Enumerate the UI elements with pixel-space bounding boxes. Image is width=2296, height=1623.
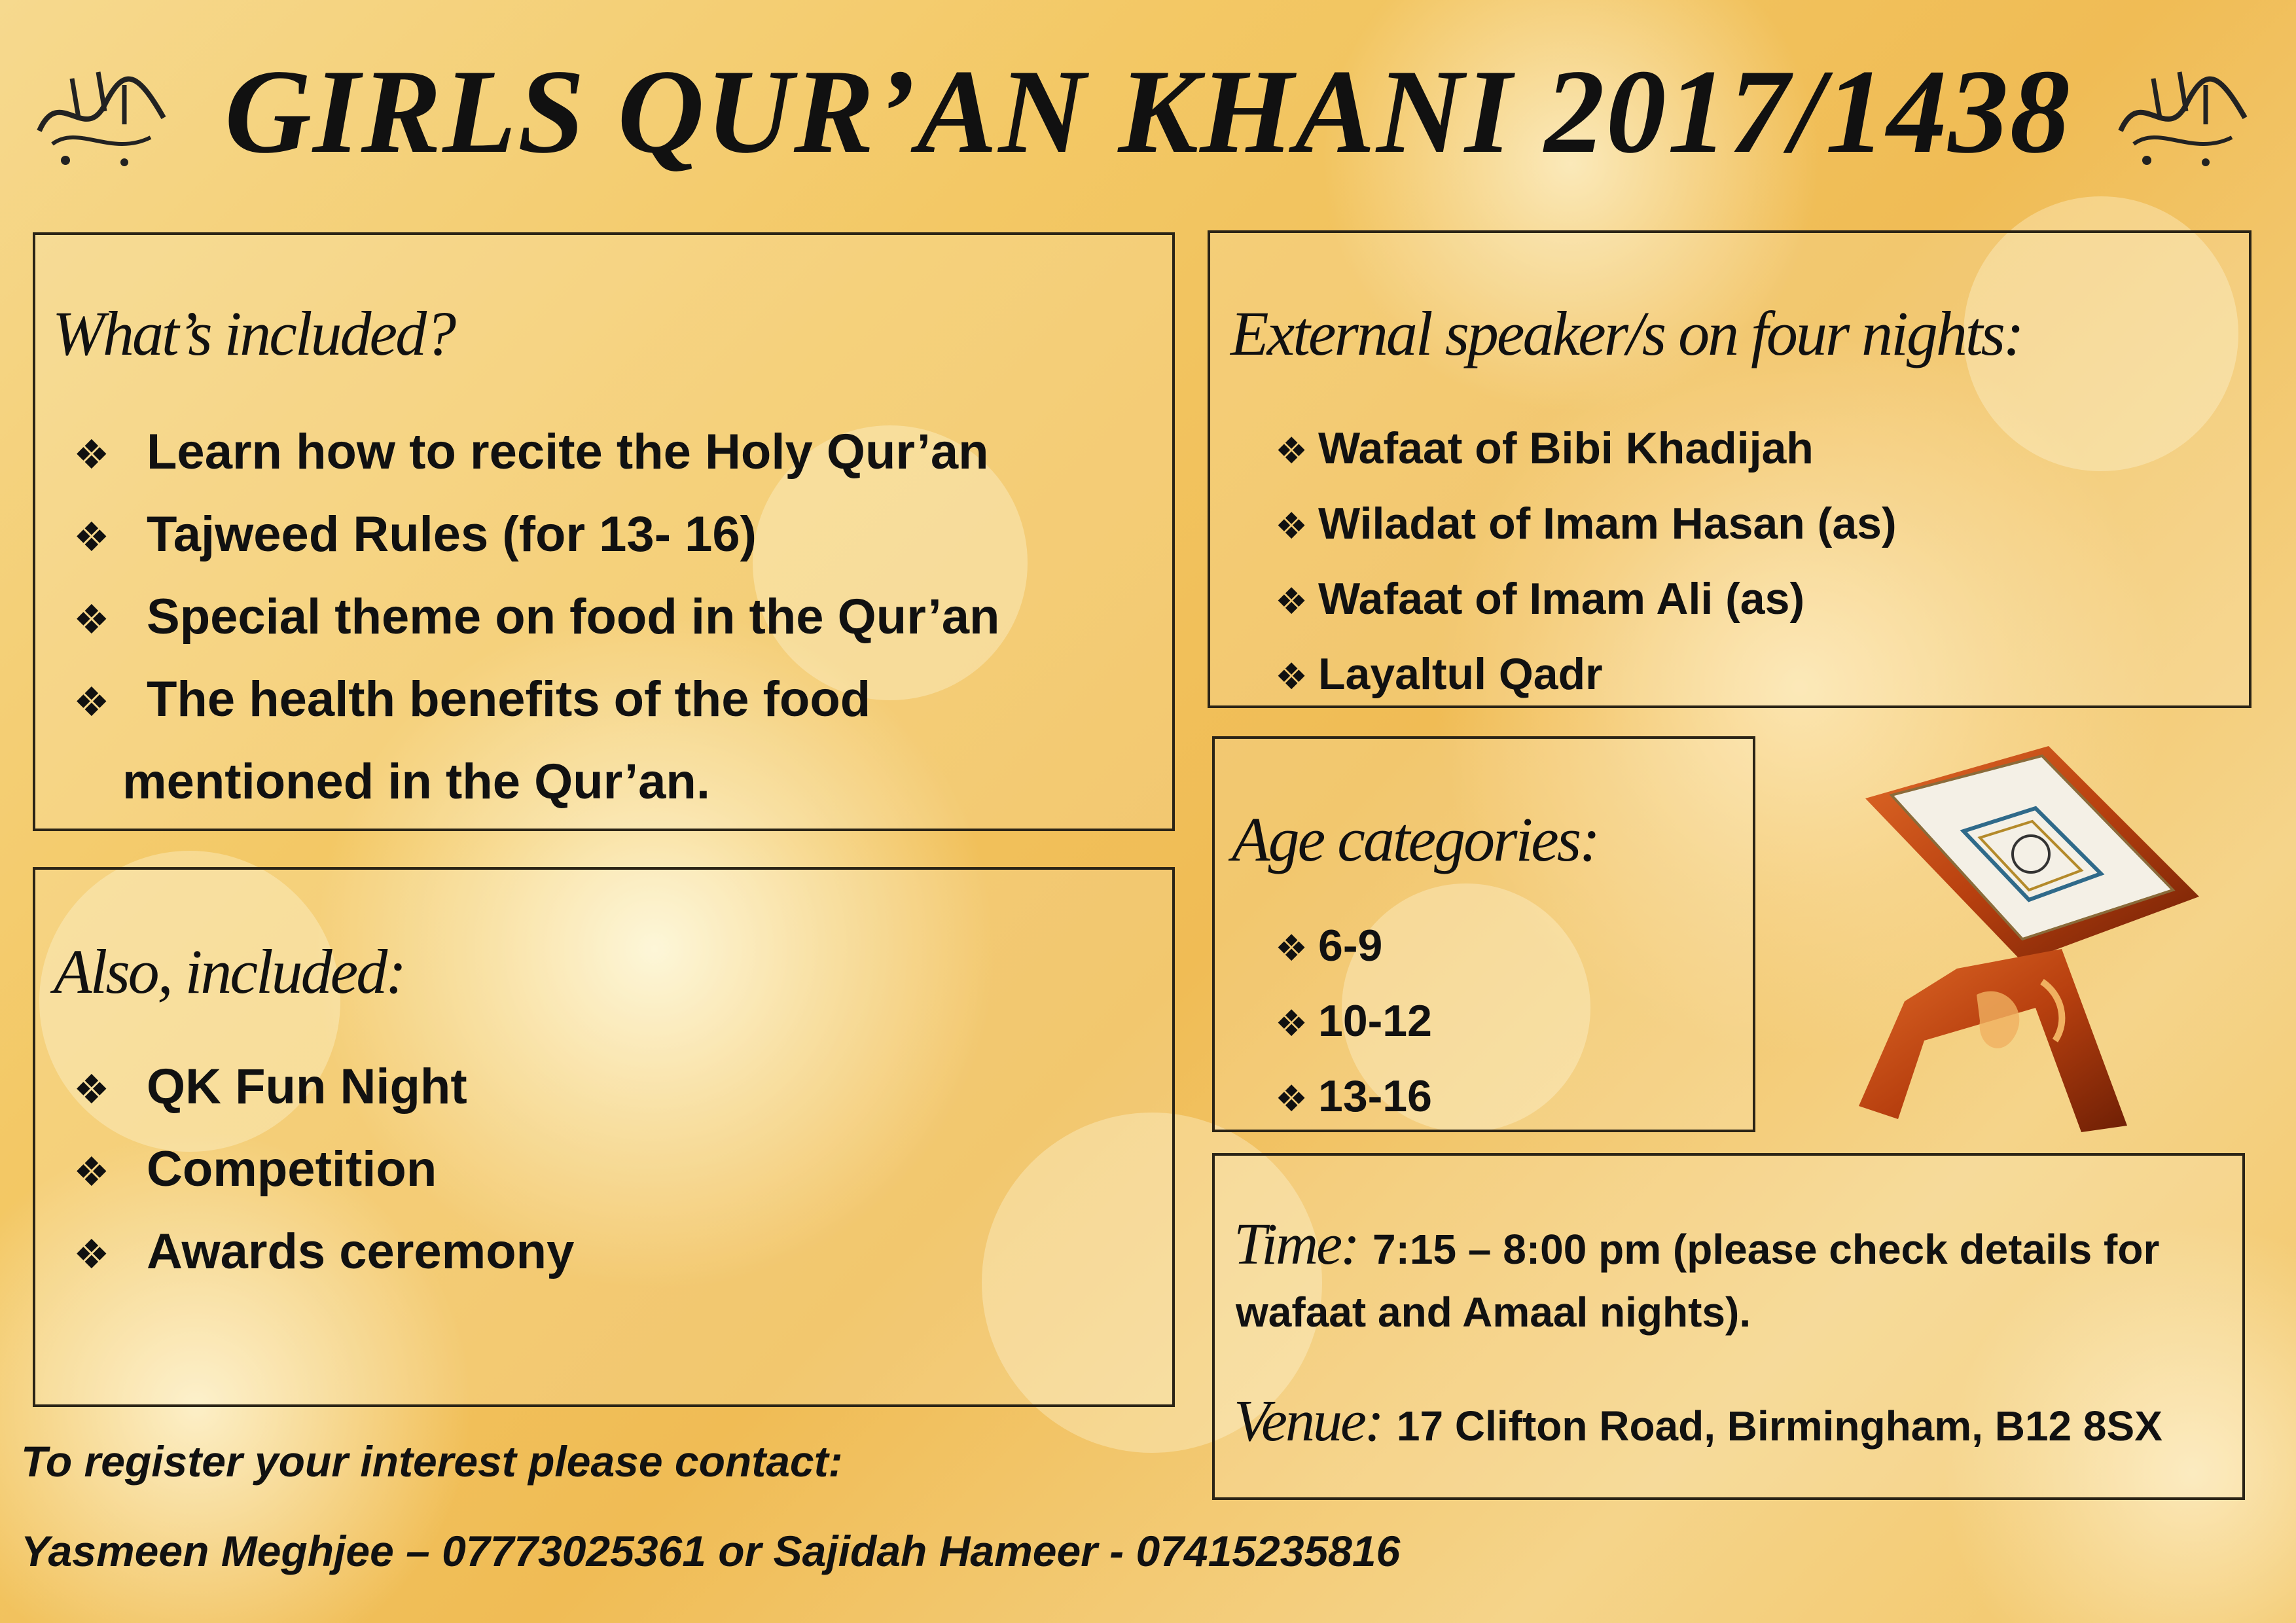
diamond-bullet-icon: ❖	[1275, 1078, 1308, 1120]
list-item: ❖ 10-12	[1275, 985, 1432, 1060]
external-speakers-list	[1275, 412, 1897, 713]
list-item: ❖ QK Fun Night	[73, 1047, 574, 1130]
list-item: ❖ Awards ceremony	[73, 1212, 574, 1294]
whats-included-heading: What’s included?	[52, 298, 455, 368]
quran-stand-icon	[1846, 733, 2212, 1139]
list-item: ❖ Tajweed Rules (for 13- 16)	[73, 495, 999, 577]
list-item: ❖ Competition	[73, 1130, 574, 1212]
list-item: ❖ Special theme on food in the Qur’an	[73, 577, 999, 660]
also-included-heading: Also, included:	[54, 936, 405, 1007]
list-item: ❖ 6-9	[1275, 910, 1432, 985]
whats-included-list	[73, 412, 999, 822]
time-value: 7:15 – 8:00 pm (please check details for	[1372, 1226, 2160, 1273]
diamond-bullet-icon: ❖	[73, 431, 110, 478]
age-categories-heading: Age categories:	[1232, 804, 1599, 874]
diamond-bullet-icon: ❖	[1275, 580, 1308, 623]
list-item: ❖ Learn how to recite the Holy Qur’an	[73, 412, 999, 495]
list-item-continuation: mentioned in the Qur’an.	[122, 754, 710, 810]
venue-line	[1234, 1387, 2162, 1455]
external-speakers-heading: External speaker/s on four nights:	[1230, 298, 2022, 368]
list-item: ❖ Wafaat of Imam Ali (as)	[1275, 563, 1897, 638]
time-line	[1234, 1211, 2159, 1278]
contact-details: Yasmeen Meghjee – 07773025361 or Sajidah Hameer - 07415235816	[21, 1527, 1401, 1575]
register-prompt: To register your interest please contact:	[21, 1437, 843, 1486]
diamond-bullet-icon: ❖	[73, 678, 110, 726]
venue-label: Venue:	[1234, 1389, 1382, 1454]
diamond-bullet-icon: ❖	[73, 1065, 110, 1113]
diamond-bullet-icon: ❖	[73, 513, 110, 561]
list-item: ❖ 13-16	[1275, 1060, 1432, 1135]
age-categories-list	[1275, 910, 1432, 1135]
diamond-bullet-icon: ❖	[73, 1230, 110, 1278]
venue-value: 17 Clifton Road, Birmingham, B12 8SX	[1396, 1402, 2162, 1450]
time-line-2: wafaat and Amaal nights).	[1236, 1289, 1751, 1336]
diamond-bullet-icon: ❖	[1275, 656, 1308, 698]
diamond-bullet-icon: ❖	[1275, 430, 1308, 473]
diamond-bullet-icon: ❖	[1275, 505, 1308, 548]
diamond-bullet-icon: ❖	[1275, 927, 1308, 970]
list-item: ❖ Wiladat of Imam Hasan (as)	[1275, 488, 1897, 563]
diamond-bullet-icon: ❖	[73, 596, 110, 643]
page-title: GIRLS QUR’AN KHANI 2017/1438	[224, 45, 2072, 178]
list-item: ❖ Layaltul Qadr	[1275, 638, 1897, 713]
list-item: ❖ Wafaat of Bibi Khadijah	[1275, 412, 1897, 488]
time-label: Time:	[1234, 1212, 1359, 1277]
list-item: ❖ The health benefits of the food	[73, 660, 999, 742]
diamond-bullet-icon: ❖	[73, 1148, 110, 1196]
diamond-bullet-icon: ❖	[1275, 1003, 1308, 1045]
ramadan-calligraphy-icon	[2108, 46, 2258, 177]
also-included-list	[73, 1047, 574, 1294]
